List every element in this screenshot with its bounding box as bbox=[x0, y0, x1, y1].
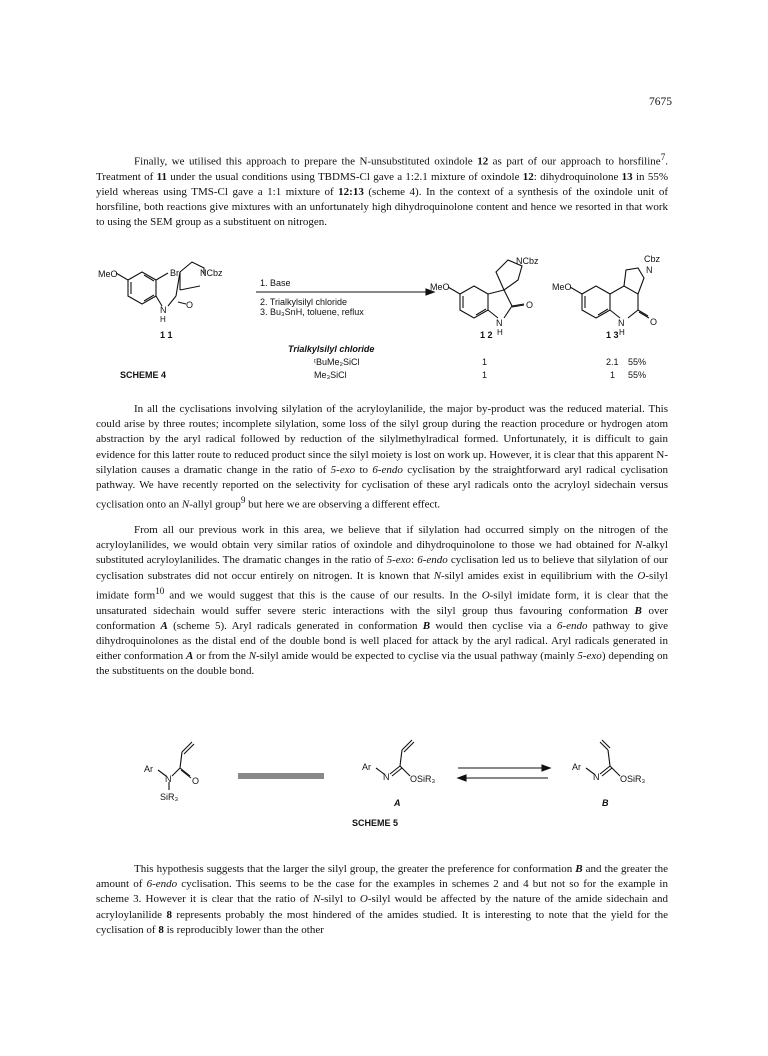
conformation-a-label: A bbox=[394, 798, 401, 808]
conformation-b-label: B bbox=[602, 798, 609, 808]
step-3: 3. Bu₃SnH, toluene, reflux bbox=[260, 307, 364, 317]
scheme-5-label: SCHEME 5 bbox=[352, 818, 399, 828]
scheme-4-label: SCHEME 4 bbox=[120, 370, 167, 380]
carbonyl-o-label: O bbox=[526, 300, 534, 310]
step-1: 1. Base bbox=[260, 278, 291, 288]
aryl-label: Ar bbox=[362, 762, 371, 772]
table-header: Trialkylsilyl chloride bbox=[288, 344, 375, 354]
yield-row-1: 55% bbox=[628, 357, 647, 367]
reagent-row-1: ᵗBuMe₂SiCl bbox=[314, 357, 360, 367]
aryl-label: Ar bbox=[572, 762, 581, 772]
ratio-12-row-2: 1 bbox=[482, 370, 488, 380]
reagent-row-2: Me₃SiCl bbox=[314, 370, 347, 380]
meo-label: MeO bbox=[430, 282, 450, 292]
n-label: N bbox=[646, 265, 653, 275]
aryl-label: Ar bbox=[144, 764, 153, 774]
compound-label-12: 1 2 bbox=[480, 330, 493, 340]
page-number: 7675 bbox=[649, 96, 672, 108]
step-2: 2. Trialkylsilyl chloride bbox=[260, 297, 348, 307]
nh-label: N bbox=[496, 318, 503, 328]
osilyl-label: OSiR₃ bbox=[410, 774, 436, 784]
nitrogen-label: N bbox=[165, 774, 172, 784]
scheme-4 bbox=[96, 250, 676, 400]
ratio-13-row-1: 2.1 bbox=[606, 357, 619, 367]
ratio-12-row-1: 1 bbox=[482, 357, 488, 367]
carbonyl-o-label: O bbox=[650, 317, 658, 327]
h-label: H bbox=[497, 328, 503, 337]
nitrogen-label: N bbox=[593, 772, 600, 782]
meo-label: MeO bbox=[98, 269, 118, 279]
silyl-label: SiR₃ bbox=[160, 792, 179, 802]
compound-label-11: 1 1 bbox=[160, 330, 173, 340]
nh-label: N bbox=[618, 318, 625, 328]
carbonyl-o-label: O bbox=[186, 300, 194, 310]
paragraph-2: In all the cyclisations involving silylation of the acryloylanilide, the major by-product was the reduced material. This could arise by three routes; incomplete silylation, some loss of the silyl group during the reaction procedure or hydrogen atom abstraction by the aryl radical followed by reduction of the silylmethylradical formed. Unfortunately, it is difficult to gain evidence for this latter route to reduced product since the silyl moiety is lost on work up. However, it is clear that this apparent N-silylation causes a dramatic change in the ratio of 5-exo to 6-endo cyclisation by the straightforward aryl radical cyclisation pathway. We have recently reported on the selectivity for cyclisation of these aryl radicals onto the acryloyl sidechain versus cyclisation onto an N-allyl group$^9$ but here we are observing a different effect. bbox=[96, 403, 668, 511]
ncbz-label: NCbz bbox=[516, 256, 539, 266]
h-label: H bbox=[160, 315, 166, 324]
ncbz-label: NCbz bbox=[200, 268, 223, 278]
osilyl-label: OSiR₃ bbox=[620, 774, 646, 784]
nh-label: N bbox=[160, 305, 167, 315]
bromine-label: Br bbox=[170, 268, 179, 278]
paragraph-1: Finally, we utilised this approach to prepare the N-unsubstituted oxindole 12 as part of our approach to horsfiline$^7$. Treatment of 11 under the usual conditions using TBDMS-Cl gave a 1:2.1 mixture of oxindole 12: dihydroquinolone 13 in 55% yield whereas using TMS-Cl gave a 1:1 mixture of 12:13 (scheme 4). In the context of a synthesis of the oxindole unit of horsfiline, both reactions give mixtures with an unfortunately high dihydroquinolone content and hence we resorted in that work to using the SEM group as a substituent on nitrogen. bbox=[96, 152, 669, 229]
oxygen-label: O bbox=[192, 776, 200, 786]
paragraph-3: From all our previous work in this area, we believe that if silylation had occurred simply on the nitrogen of the acryloylanilides, we would obtain very similar ratios of oxindole and dihydroquinolone to those we had obtained for N-alkyl substituted acryloylanilides. The dramatic changes in the ratio of 5-exo: 6-endo cyclisation led us to believe that silylation of our cyclisation substrates did not occur entirely on nitrogen. It is known that N-silyl amides exist in equilibrium with the O-silyl imidate form$^{10}$ and we would suggest that this is the cause of our results. In the O-silyl imidate form, it is clear that the unsaturated sidechain would suffer severe steric interactions with the silyl group thus favouring conformation B over conformation A (scheme 5). Aryl radicals generated in conformation B would then cyclise via a 6-endo pathway to give dihydroquinolones as the distal end of the double bond is well placed for attack by the aryl radical. Aryl radicals generated in either conformation A or from the N-silyl amide would be expected to cyclise via the usual pathway (mainly 5-exo) depending on the substituents on the double bond. bbox=[96, 524, 669, 678]
yield-row-2: 55% bbox=[628, 370, 647, 380]
compound-label-13: 1 3 bbox=[606, 330, 619, 340]
nitrogen-label: N bbox=[383, 772, 390, 782]
h-label: H bbox=[619, 328, 625, 337]
meo-label: MeO bbox=[552, 282, 572, 292]
ratio-13-row-2: 1 bbox=[610, 370, 616, 380]
scheme-5 bbox=[96, 720, 676, 845]
cbz-label: Cbz bbox=[644, 254, 661, 264]
paragraph-4: This hypothesis suggests that the larger the silyl group, the greater the preference for conformation B and the greater the amount of 6-endo cyclisation. This seems to be the case for the examples in schemes 2 and 4 but not so for the example in scheme 3. However it is clear that the ratio of N-silyl to O-silyl would be affected by the nature of the amide sidechain and acryloylanilide 8 represents probably the most hindered of the amides studied. It is interesting to note that the yield for the cyclisation of 8 is reproducibly lower than the other bbox=[96, 863, 669, 936]
